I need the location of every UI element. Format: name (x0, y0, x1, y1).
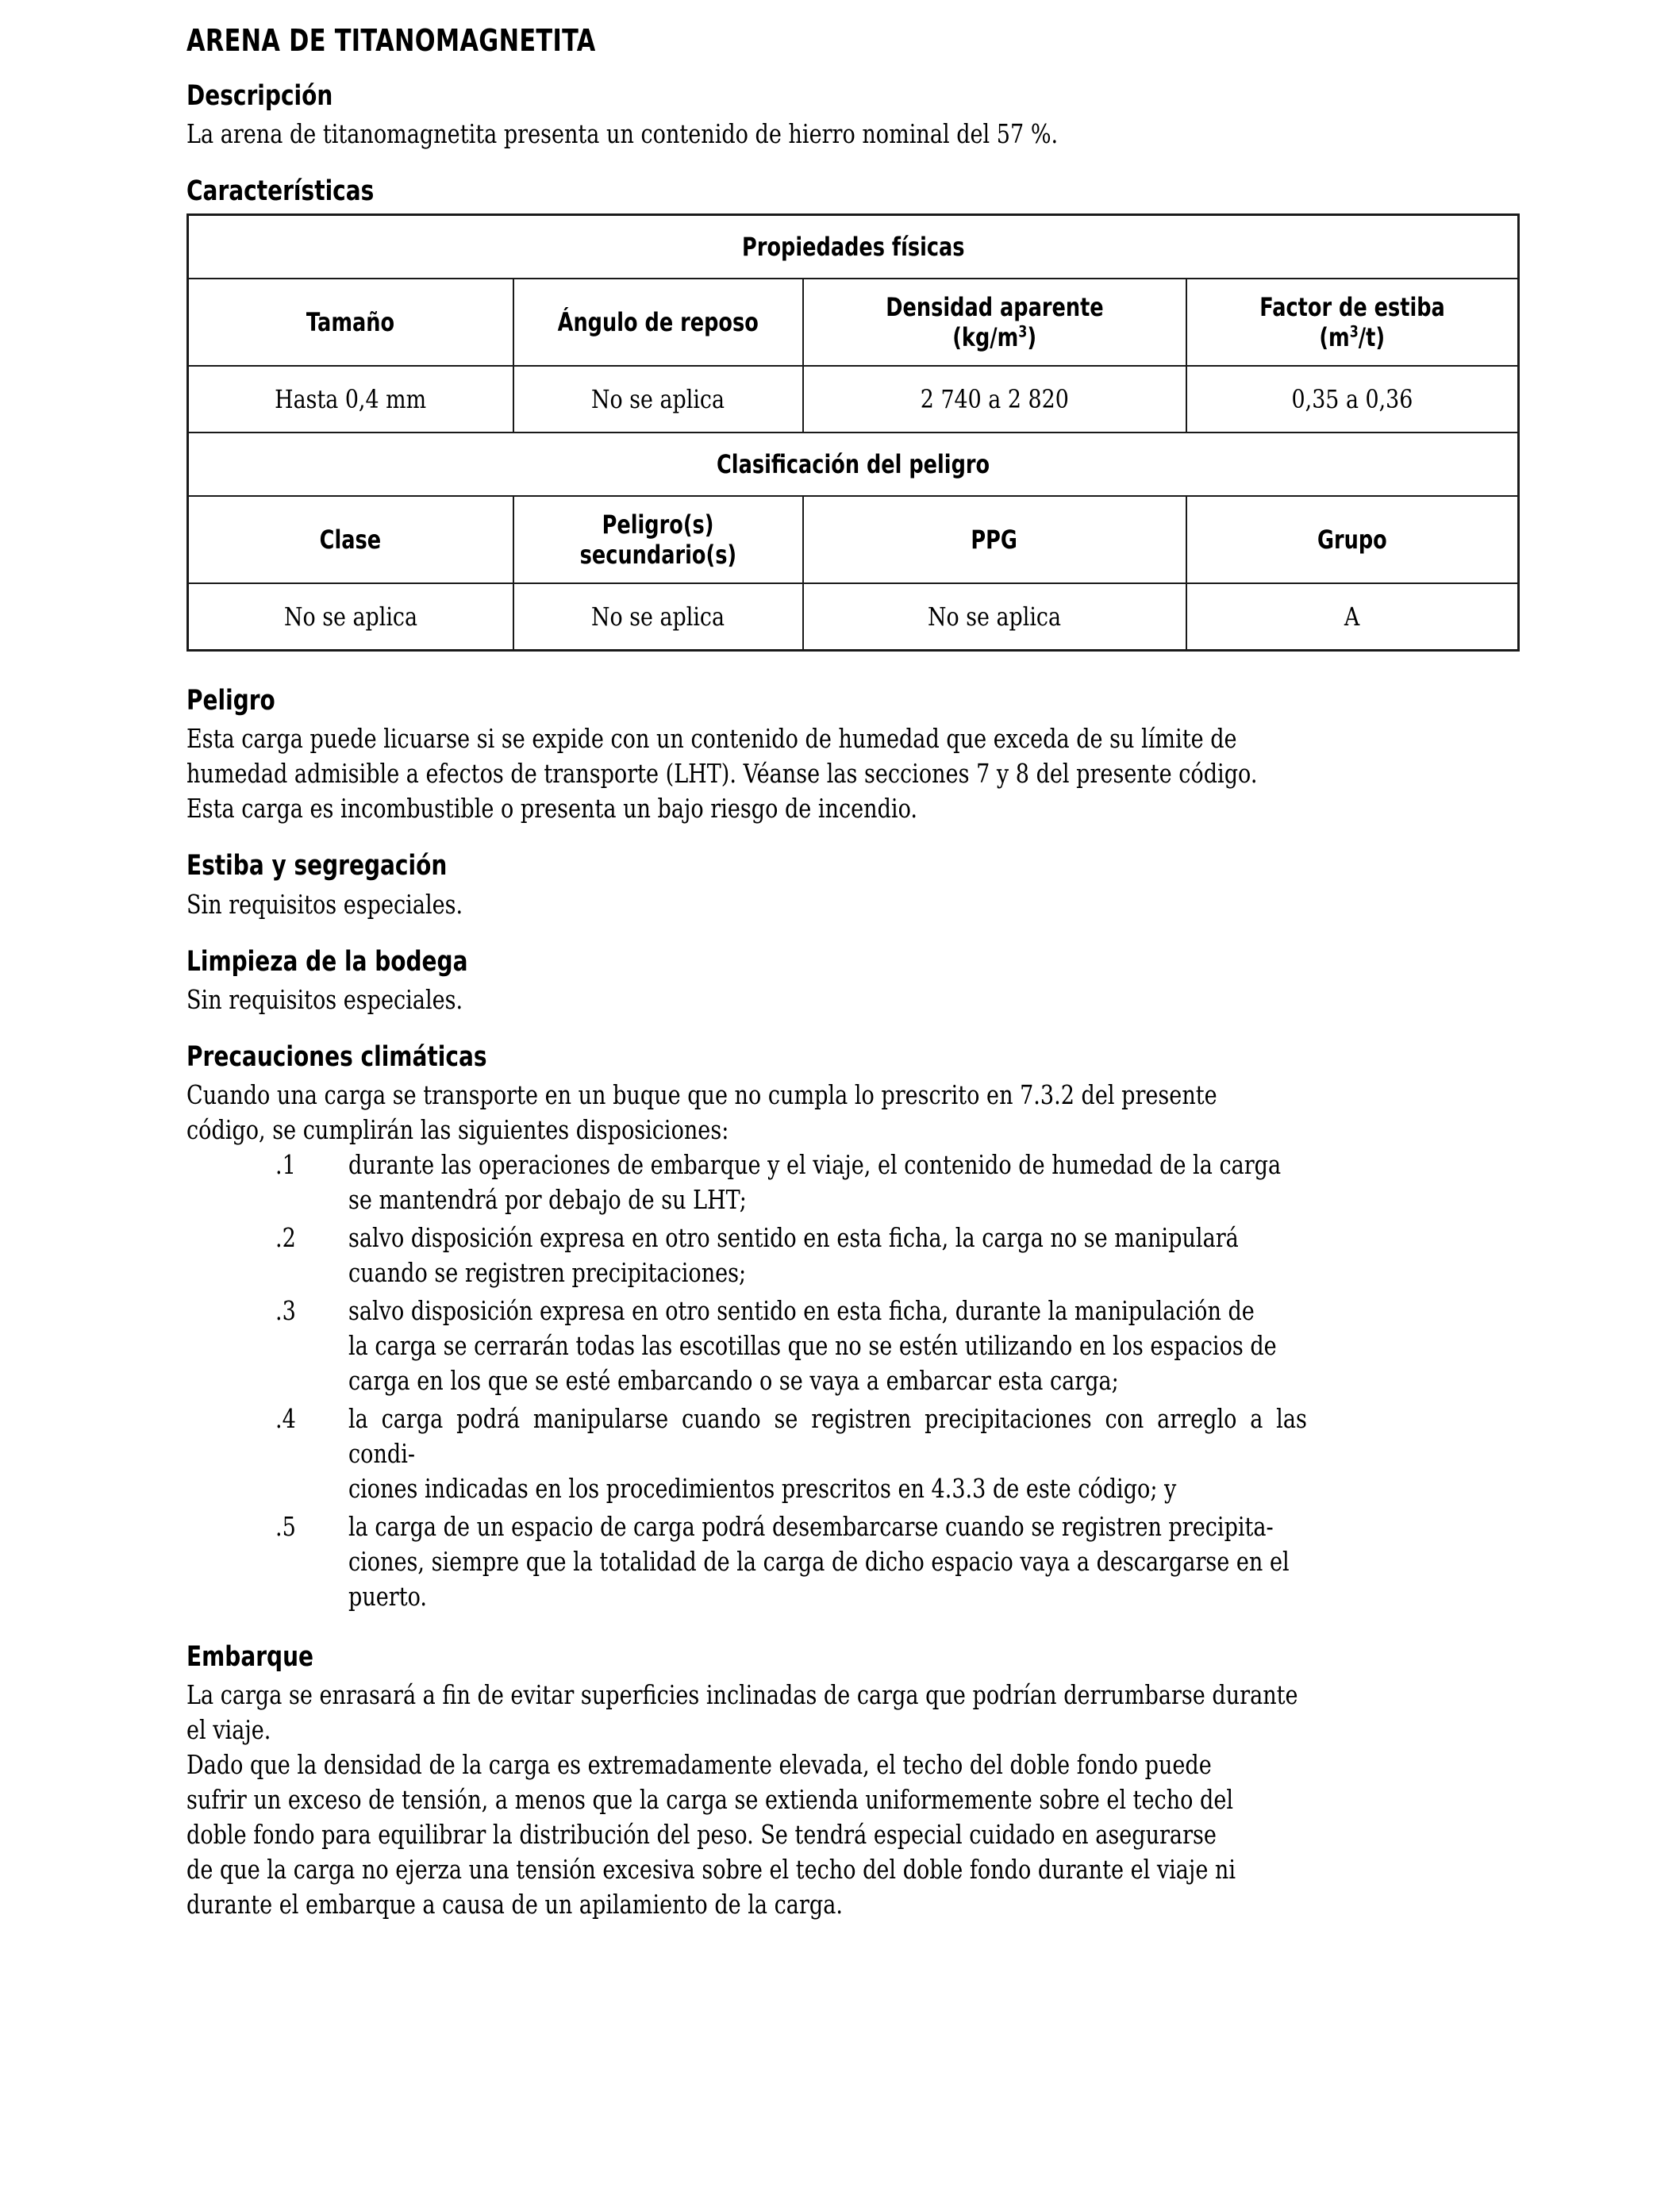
spacer (186, 152, 1517, 175)
embarque-p2-line4: de que la carga no ejerza una tensión excesiva sobre el techo del doble fondo durante el viaje ni (186, 1854, 1236, 1886)
list-item-line: carga en los que se esté embarcando o se vaya a embarcar esta carga; (348, 1365, 1119, 1397)
section-heading-peligro: Peligro (186, 685, 275, 717)
angle-value: No se aplica (591, 384, 725, 415)
list-item (186, 1401, 1517, 1506)
table-row (188, 583, 1519, 651)
spacer (186, 826, 1517, 850)
list-item-marker: .5 (275, 1511, 296, 1543)
section-heading-precauciones: Precauciones climáticas (186, 1040, 487, 1073)
list-item-text (348, 1509, 1307, 1614)
table-band-row (188, 433, 1519, 496)
page-title: ARENA DE TITANOMAGNETITA (186, 23, 596, 58)
list-item-line: la carga podrá manipularse cuando se registren precipitaciones con arreglo a las condi- (348, 1403, 1307, 1470)
list-item-text (348, 1401, 1307, 1506)
precauciones-intro-line1: Cuando una carga se transporte en un buque que no cumpla lo prescrito en 7.3.2 del presente (186, 1079, 1217, 1111)
section-heading-caracteristicas: Características (186, 175, 375, 207)
list-item (186, 1221, 1517, 1290)
class-value: No se aplica (283, 602, 417, 632)
embarque-paragraph-1 (186, 1678, 1518, 1747)
precauciones-intro (186, 1078, 1518, 1148)
cell-size-value (188, 366, 513, 433)
header-cell-density (803, 279, 1186, 366)
embarque-p1-line1: La carga se enrasará a fin de evitar superficies inclinadas de carga que podrían derrumbarse durante (186, 1679, 1298, 1711)
list-item-line: ciones indicadas en los procedimientos prescritos en 4.3.3 de este código; y (348, 1473, 1177, 1505)
characteristics-table (186, 213, 1520, 652)
peligro-p1-line2: humedad admisible a efectos de transporte (LHT). Véanse las secciones 7 y 8 del presente código. (186, 758, 1258, 790)
precauciones-intro-line2: código, se cumplirán las siguientes disposiciones: (186, 1114, 729, 1146)
stowage-unit-prefix: (m (1319, 322, 1350, 353)
peligro-paragraph-1 (186, 721, 1518, 791)
header-ppg-label: PPG (971, 525, 1018, 556)
embarque-p2-line5: durante el embarque a causa de un apilamiento de la carga. (186, 1889, 843, 1920)
list-item-text (348, 1294, 1307, 1398)
band-hazard-classification (188, 433, 1519, 496)
header-size-label: Tamaño (306, 307, 395, 338)
header-density-unit (952, 322, 1036, 352)
embarque-p2-line1: Dado que la densidad de la carga es extremadamente elevada, el techo del doble fondo puede (186, 1749, 1212, 1781)
list-item-marker: .2 (275, 1222, 296, 1254)
band-physical-label: Propiedades físicas (741, 232, 965, 263)
header-cell-size (188, 279, 513, 366)
header-cell-ppg (803, 496, 1186, 583)
header-cell-class (188, 496, 513, 583)
density-unit-suffix: ) (1027, 322, 1036, 353)
estiba-paragraph: Sin requisitos especiales. (186, 888, 463, 920)
cell-density-value (803, 366, 1186, 433)
list-item-line: cuando se registren precipitaciones; (348, 1257, 747, 1289)
header-cell-group (1186, 496, 1519, 583)
header-density-label: Densidad aparente (885, 292, 1104, 323)
header-stowage-label: Factor de estiba (1259, 292, 1445, 323)
limpieza-paragraph: Sin requisitos especiales. (186, 983, 463, 1015)
list-item (186, 1294, 1517, 1398)
spacer (186, 922, 1517, 946)
list-item-line: ciones, siempre que la totalidad de la carga de dicho espacio vaya a descargarse en el (348, 1546, 1290, 1578)
precauciones-list (186, 1148, 1517, 1614)
section-heading-limpieza: Limpieza de la bodega (186, 945, 468, 978)
header-group-label: Grupo (1317, 525, 1387, 556)
list-item-line: salvo disposición expresa en otro sentido en esta ficha, la carga no se manipulará (348, 1222, 1239, 1254)
table-header-row-hazard (188, 496, 1519, 583)
density-value: 2 740 a 2 820 (920, 384, 1069, 415)
table-band-row (188, 215, 1519, 279)
descripcion-paragraph: La arena de titanomagnetita presenta un contenido de hierro nominal del 57 %. (186, 117, 1059, 149)
stowage-unit-suffix: /t) (1358, 322, 1386, 353)
band-hazard-label: Clasificación del peligro (716, 449, 990, 480)
section-heading-embarque: Embarque (186, 1641, 314, 1674)
header-subsidiary-label-line1: Peligro(s) (602, 509, 714, 540)
group-value: A (1344, 602, 1360, 632)
list-item-line: salvo disposición expresa en otro sentido en esta ficha, durante la manipulación de (348, 1295, 1255, 1327)
stowage-unit-exponent: 3 (1349, 322, 1359, 341)
list-item-line: puerto. (348, 1581, 428, 1613)
density-unit-prefix: (kg/m (952, 322, 1019, 353)
embarque-p1-line2: el viaje. (186, 1714, 271, 1746)
peligro-p1-line1: Esta carga puede licuarse si se expide con un contenido de humedad que exceda de su límite de (186, 723, 1237, 755)
list-item (186, 1509, 1517, 1614)
list-item-marker: .3 (275, 1295, 296, 1327)
header-cell-subsidiary (513, 496, 803, 583)
band-physical-properties (188, 215, 1519, 279)
cell-stowage-value (1186, 366, 1519, 433)
list-item-line: durante las operaciones de embarque y el viaje, el contenido de humedad de la carga (348, 1149, 1282, 1181)
size-value: Hasta 0,4 mm (275, 384, 427, 415)
density-unit-exponent: 3 (1018, 322, 1028, 341)
list-item-line: se mantendrá por debajo de su LHT; (348, 1184, 747, 1216)
embarque-p2-line2: sufrir un exceso de tensión, a menos que la carga se extienda uniformemente sobre el techo del (186, 1784, 1234, 1816)
list-item-line: la carga se cerrarán todas las escotillas que no se estén utilizando en los espacios de (348, 1330, 1277, 1362)
section-heading-estiba: Estiba y segregación (186, 850, 448, 882)
header-stowage-unit (1319, 322, 1385, 352)
peligro-paragraph-2: Esta carga es incombustible o presenta un bajo riesgo de incendio. (186, 793, 918, 825)
table-row (188, 366, 1519, 433)
list-item-text (348, 1148, 1307, 1217)
header-subsidiary-label-line2: secundario(s) (579, 540, 736, 571)
stowage-value: 0,35 a 0,36 (1291, 384, 1413, 415)
list-item-marker: .1 (275, 1149, 296, 1181)
section-heading-descripcion: Descripción (186, 79, 333, 112)
list-item-marker: .4 (275, 1403, 296, 1435)
spacer (186, 1017, 1517, 1041)
header-cell-stowage (1186, 279, 1519, 366)
cell-group-value (1186, 583, 1519, 651)
ppg-value: No se aplica (928, 602, 1061, 632)
header-angle-label: Ángulo de reposo (557, 307, 759, 338)
cell-angle-value (513, 366, 803, 433)
list-item-text (348, 1221, 1307, 1290)
list-item-line: la carga de un espacio de carga podrá desembarcarse cuando se registren precipita- (348, 1511, 1274, 1543)
list-item (186, 1148, 1517, 1217)
cell-subsidiary-value (513, 583, 803, 651)
cell-class-value (188, 583, 513, 651)
header-class-label: Clase (320, 525, 382, 556)
cell-ppg-value (803, 583, 1186, 651)
embarque-p2-line3: doble fondo para equilibrar la distribución del peso. Se tendrá especial cuidado en asegurarse (186, 1819, 1217, 1851)
spacer (186, 1617, 1517, 1641)
table-header-row-physical (188, 279, 1519, 366)
spacer (186, 652, 1517, 685)
embarque-paragraph-2 (186, 1747, 1518, 1922)
header-cell-angle (513, 279, 803, 366)
subsidiary-value: No se aplica (591, 602, 725, 632)
